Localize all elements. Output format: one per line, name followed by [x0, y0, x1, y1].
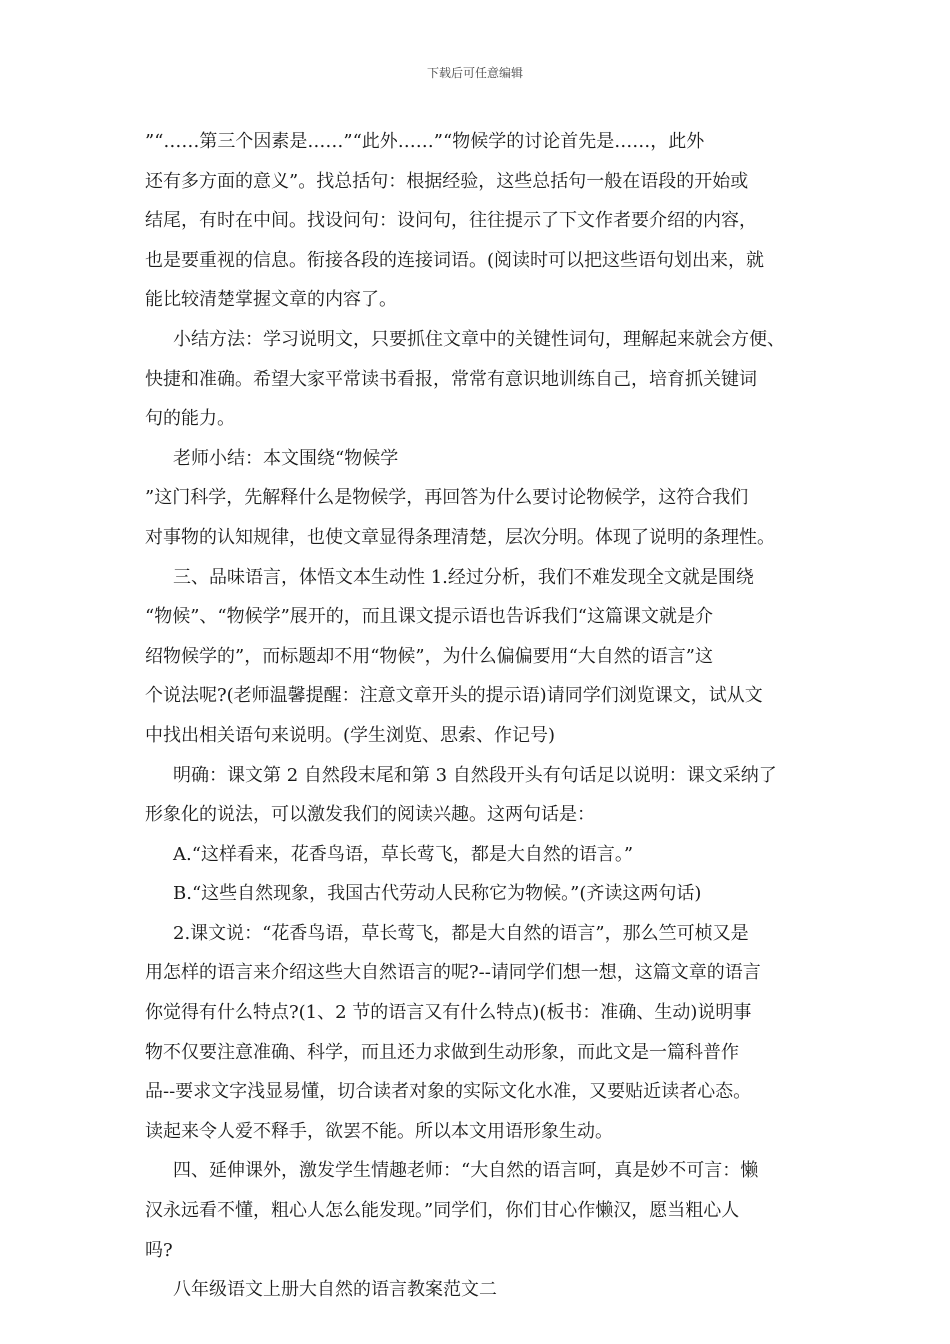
text-line: 句的能力。 — [145, 408, 235, 430]
text-line: ”“……第三个因素是……”“此外……”“物候学的讨论首先是……，此外 — [145, 131, 705, 152]
text-line: 三、品味语言，体悟文本生动性 1.经过分析，我们不难发现全文就是围绕 — [173, 566, 754, 588]
text-line: 个说法呢?(老师温馨提醒：注意文章开头的提示语)请同学们浏览课文，试从文 — [145, 685, 763, 707]
text-line: 你觉得有什么特点?(1、2 节的语言又有什么特点)(板书：准确、生动)说明事 — [145, 1002, 752, 1024]
text-line: 还有多方面的意义”。找总括句：根据经验，这些总括句一般在语段的开始或 — [145, 170, 749, 192]
text-line: 老师小结：本文围绕“物候学 — [173, 447, 399, 469]
text-line: “物候”、“物候学”展开的，而且课文提示语也告诉我们“这篇课文就是介 — [145, 606, 714, 628]
page-header: 下载后可任意编辑 — [426, 66, 523, 80]
text-line: 吗? — [145, 1239, 173, 1261]
text-line: 对事物的认知规律，也使文章显得条理清楚，层次分明。体现了说明的条理性。 — [145, 526, 775, 548]
text-line: 汉永远看不懂，粗心人怎么能发现。”同学们，你们甘心作懒汉，愿当粗心人 — [145, 1200, 740, 1222]
text-line: 2.课文说：“花香鸟语，草长莺飞，都是大自然的语言”，那么竺可桢又是 — [173, 922, 749, 944]
text-line: 形象化的说法，可以激发我们的阅读兴趣。这两句话是： — [145, 804, 595, 826]
text-line: 绍物候学的”，而标题却不用“物候”，为什么偏偏要用“大自然的语言”这 — [145, 645, 714, 667]
text-line: 物不仅要注意准确、科学，而且还力求做到生动形象，而此文是一篇科普作 — [145, 1041, 739, 1063]
text-line: 小结方法：学习说明文，只要抓住文章中的关键性词句，理解起来就会方便、 — [173, 328, 785, 350]
text-line: 读起来令人爱不释手，欲罢不能。所以本文用语形象生动。 — [145, 1120, 613, 1142]
text-line: 八年级语文上册大自然的语言教案范文二 — [173, 1279, 497, 1301]
text-line: 快捷和准确。希望大家平常读书看报，常常有意识地训练自己，培育抓关键词 — [145, 368, 757, 390]
text-line: 能比较清楚掌握文章的内容了。 — [145, 289, 397, 311]
text-line: A.“这样看来，花香鸟语，草长莺飞，都是大自然的语言。” — [173, 843, 634, 865]
text-line: 中找出相关语句来说明。(学生浏览、思索、作记号) — [145, 724, 556, 746]
text-line: ”这门科学，先解释什么是物候学，再回答为什么要讨论物候学，这符合我们 — [145, 487, 749, 509]
text-line: 明确：课文第 2 自然段末尾和第 3 自然段开头有句话足以说明：课文采纳了 — [173, 764, 777, 786]
text-line: 品--要求文字浅显易懂，切合读者对象的实际文化水准，又要贴近读者心态。 — [145, 1081, 752, 1103]
text-line: 结尾，有时在中间。找设问句：设问句，往往提示了下文作者要介绍的内容， — [145, 210, 757, 232]
text-line: 用怎样的语言来介绍这些大自然语言的呢?--请同学们想一想，这篇文章的语言 — [145, 962, 761, 984]
text-line: 也是要重视的信息。衔接各段的连接词语。(阅读时可以把这些语句划出来，就 — [145, 249, 765, 271]
document-body — [145, 122, 810, 1310]
text-line: B.“这些自然现象，我国古代劳动人民称它为物候。”(齐读这两句话) — [173, 883, 702, 905]
text-line: 四、延伸课外，激发学生情趣老师：“大自然的语言呵，真是妙不可言：懒 — [173, 1160, 759, 1182]
